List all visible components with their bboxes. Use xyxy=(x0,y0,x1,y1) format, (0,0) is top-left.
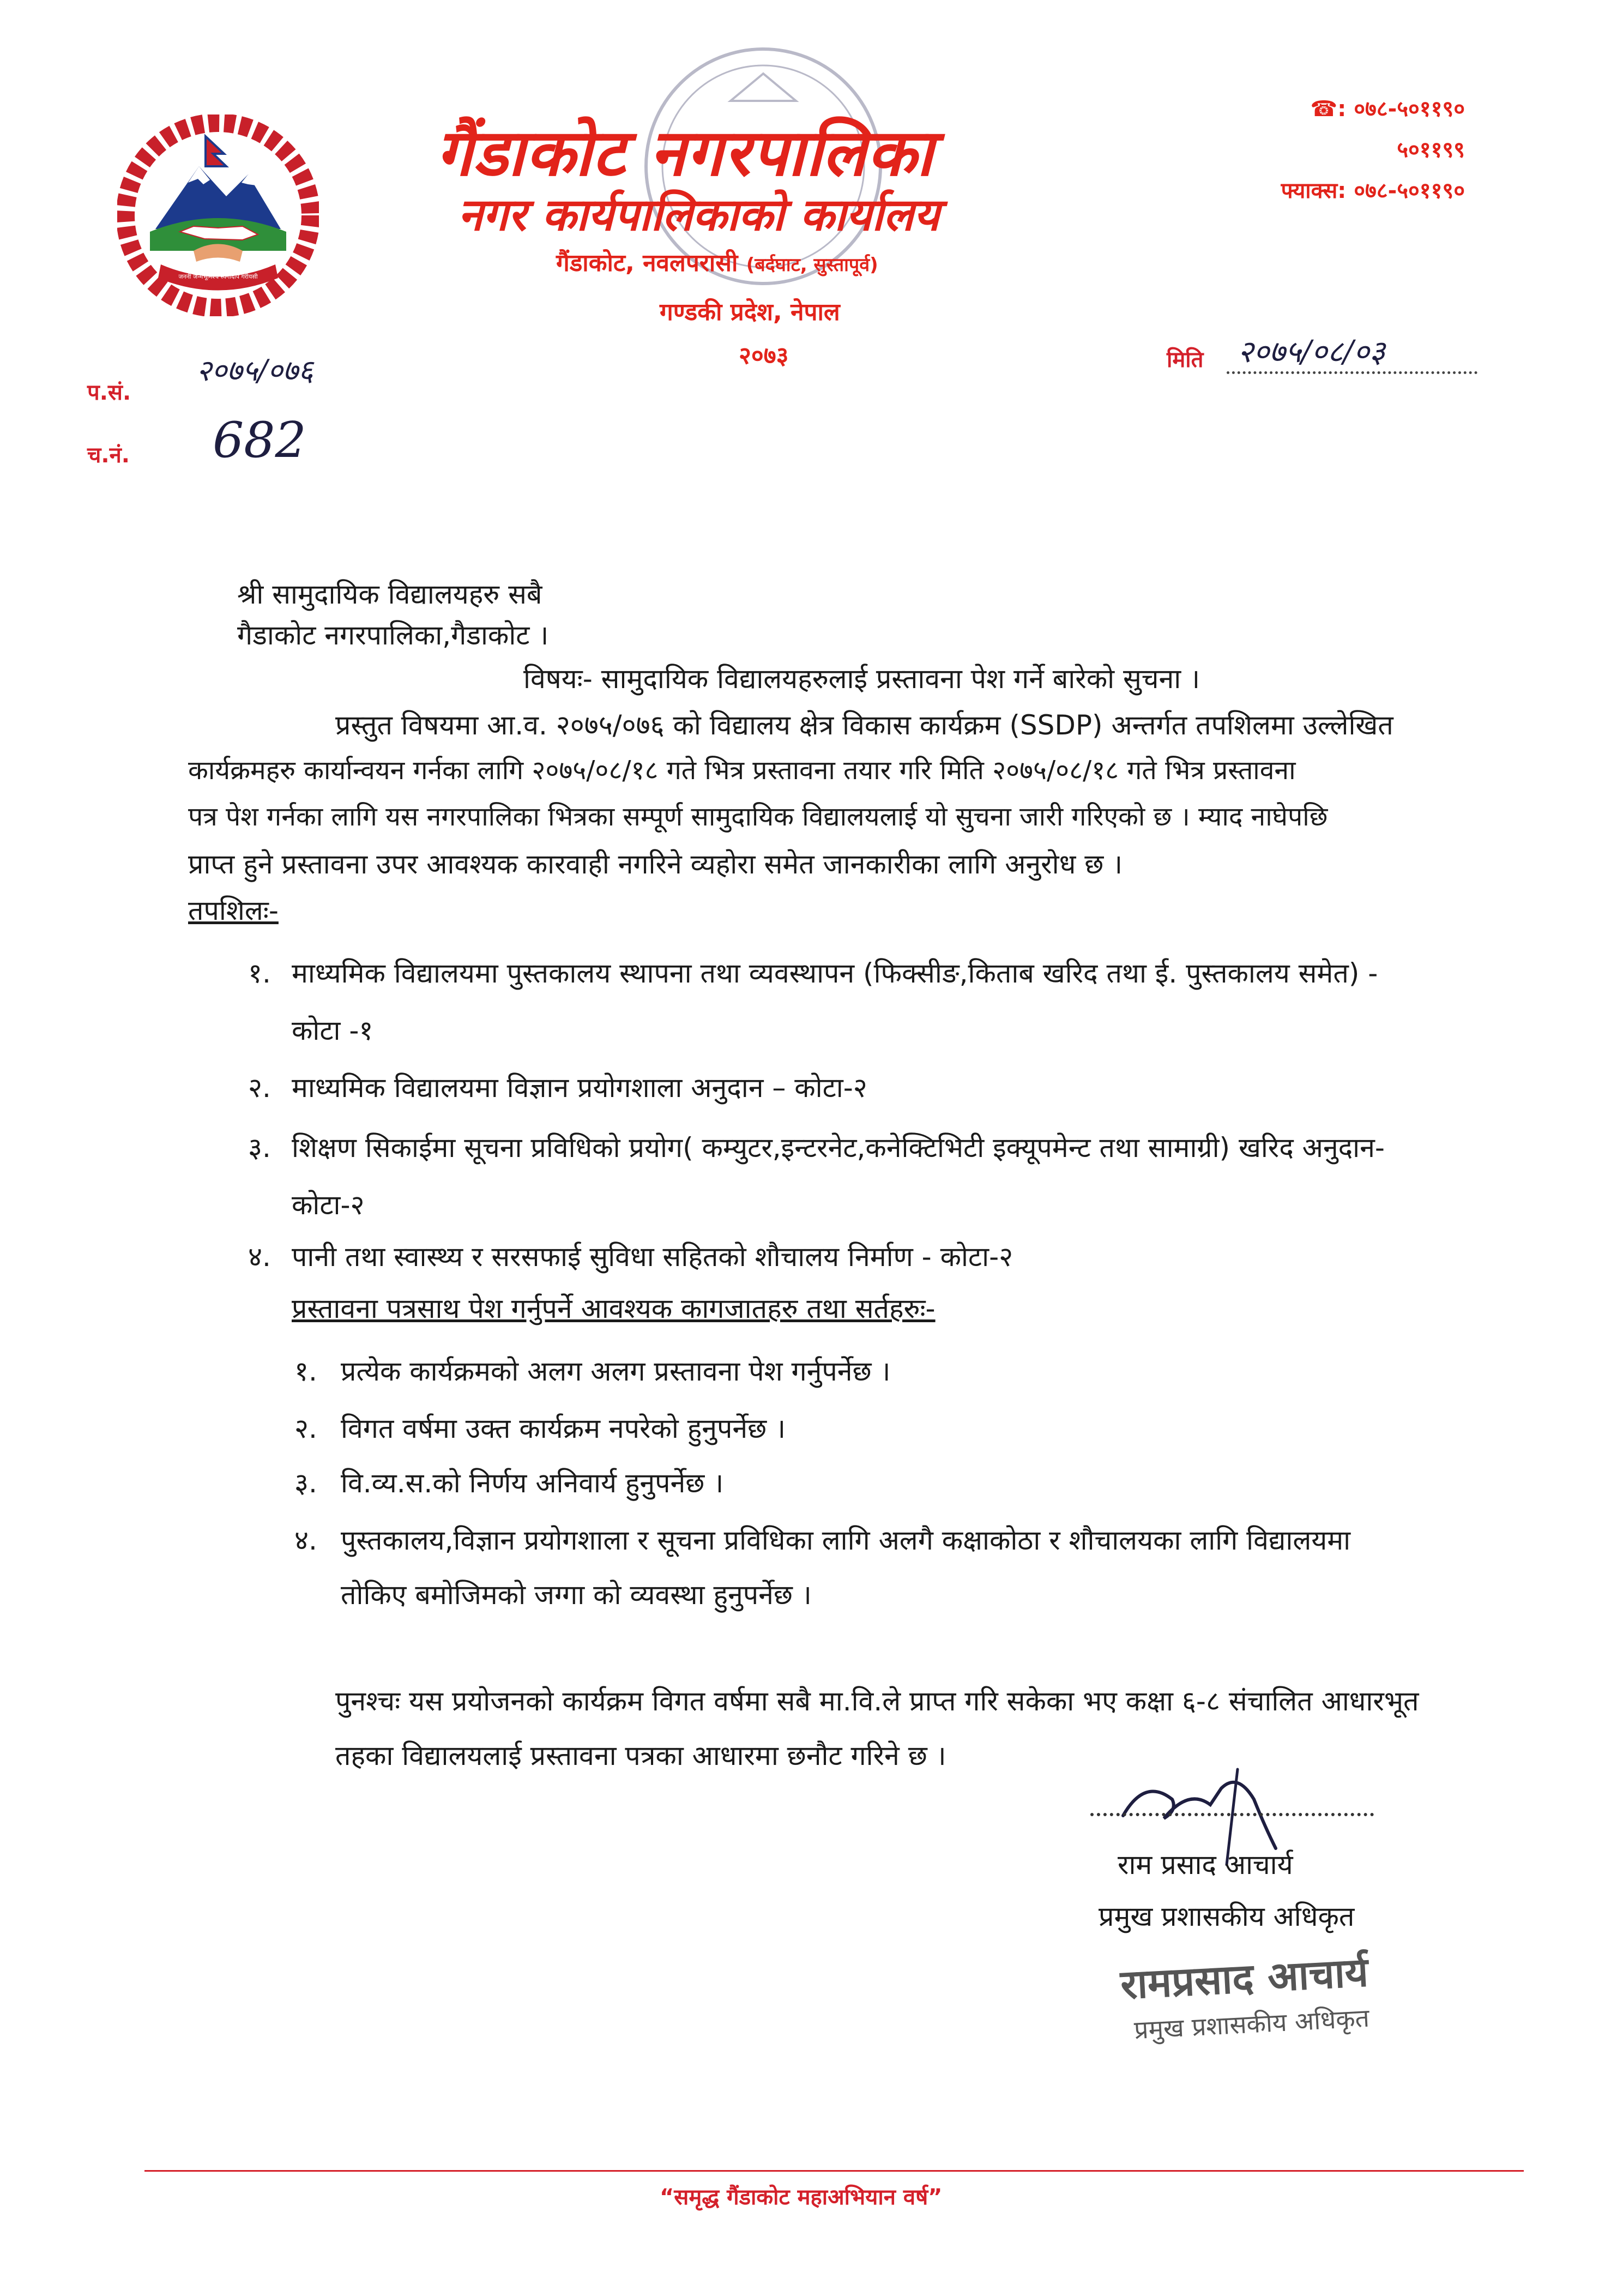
recipient-line-2: गैडाकोट नगरपालिका,गैडाकोट । xyxy=(237,619,549,651)
recipient-line-1: श्री सामुदायिक विद्यालयहरु सबै xyxy=(237,578,542,610)
details-heading: तपशिलः- xyxy=(188,895,279,926)
emblem-caption: जननी जन्मभूमिश्च स्वर्गादपि गरीयसी xyxy=(178,273,258,280)
body-line-4: प्राप्त हुने प्रस्तावना उपर आवश्यक कारवाही नगरिने व्यहोरा समेत जानकारीका लागि अनुरोध छ । xyxy=(188,848,1123,880)
condition-1-num: १. xyxy=(294,1355,317,1387)
detail-3-num: ३. xyxy=(248,1132,271,1164)
footer-divider xyxy=(144,2170,1524,2172)
condition-2-num: २. xyxy=(294,1413,317,1444)
condition-2-line-1: विगत वर्षमा उक्त कार्यक्रम नपरेको हुनुपर्नेछ । xyxy=(341,1413,786,1444)
phone-number-1: ०७८-५०११९० xyxy=(1354,97,1465,122)
body-line-1: प्रस्तुत विषयमा आ.व. २०७५/०७६ को विद्यालय क्षेत्र विकास कार्यक्रम (SSDP) अन्तर्गत तपशिलमा उल्लेखित xyxy=(335,709,1393,741)
detail-2-num: २. xyxy=(248,1072,271,1104)
detail-1-line-2: कोटा -१ xyxy=(292,1015,373,1046)
postscript-line-2: तहका विद्यालयलाई प्रस्तावना पत्रका आधारमा छनौट गरिने छ । xyxy=(335,1740,946,1771)
condition-1-line-1: प्रत्येक कार्यक्रमको अलग अलग प्रस्तावना पेश गर्नुपर्नेछ । xyxy=(341,1355,891,1387)
phone-line-1 xyxy=(1310,93,1465,123)
condition-4-line-2: तोकिए बमोजिमको जग्गा को व्यवस्था हुनुपर्नेछ । xyxy=(341,1579,812,1611)
date-field xyxy=(1227,330,1477,374)
signature-line xyxy=(1090,1813,1374,1816)
detail-3-line-2: कोटा-२ xyxy=(292,1189,365,1221)
footer-slogan: “समृद्ध गैंडाकोट महाअभियान वर्ष” xyxy=(660,2185,943,2210)
signatory-title: प्रमुख प्रशासकीय अधिकृत xyxy=(1099,1901,1355,1932)
body-line-2: कार्यक्रमहरु कार्यान्वयन गर्नका लागि २०७५/०८/१८ गते भित्र प्रस्तावना तयार गरि मिति २०७५/०८/१८ गते भित्र प्रस्तावना xyxy=(188,755,1296,786)
phone-icon: ☎: xyxy=(1310,97,1347,122)
title-stamp: प्रमुख प्रशासकीय अधिकृत xyxy=(1133,2003,1371,2045)
condition-3-num: ३. xyxy=(294,1467,317,1499)
date-value: २०७५/०८/०३ xyxy=(1238,334,1385,370)
signatory-name: राम प्रसाद आचार्य xyxy=(1118,1849,1293,1881)
address-note: (बर्दघाट, सुस्तापूर्व) xyxy=(746,254,878,276)
detail-1-line-1: माध्यमिक विद्यालयमा पुस्तकालय स्थापना तथा व्यवस्थापन (फिक्सीङ,किताब खरिद तथा ई. पुस्तकालय समेत) - xyxy=(292,957,1378,989)
condition-3-line-1: वि.व्य.स.को निर्णय अनिवार्य हुनुपर्नेछ । xyxy=(341,1467,724,1499)
emblem-logo xyxy=(117,115,319,316)
postscript-line-1: पुनश्चः यस प्रयोजनको कार्यक्रम विगत वर्षमा सबै मा.वि.ले प्राप्त गरि सकेका भए कक्षा ६-८ संचालित आधारभूत xyxy=(335,1685,1419,1717)
date-label: मिति xyxy=(1167,347,1204,372)
detail-4-num: ४. xyxy=(248,1241,271,1273)
address-text: गैंडाकोट, नवलपरासी xyxy=(556,249,738,277)
fax-number: ०७८-५०११९० xyxy=(1354,178,1465,203)
dispatch-label: च.नं. xyxy=(87,443,130,468)
detail-4-line-1: पानी तथा स्वास्थ्य र सरसफाई सुविधा सहितको शौचालय निर्माण - कोटा-२ xyxy=(292,1241,1013,1273)
detail-1-num: १. xyxy=(248,957,271,989)
ref-value: २०७५/०७६ xyxy=(196,353,313,388)
condition-4-num: ४. xyxy=(294,1524,317,1556)
phone-line-2: ५०११९९ xyxy=(1397,137,1465,162)
fax-label: फ्याक्स: xyxy=(1281,178,1347,203)
dispatch-value: 682 xyxy=(213,412,306,469)
detail-2-line-1: माध्यमिक विद्यालयमा विज्ञान प्रयोगशाला अनुदान – कोटा-२ xyxy=(292,1072,867,1104)
detail-3-line-1: शिक्षण सिकाईमा सूचना प्रविधिको प्रयोग( कम्युटर,इन्टरनेट,कनेक्टिभिटी इक्यूपमेन्ट तथा सामाग्री) खरिद अनुदान- xyxy=(292,1132,1385,1164)
office-name: गैंडाकोट नगरपालिका xyxy=(436,115,934,190)
established-year: २०७३ xyxy=(739,342,789,370)
body-line-3: पत्र पेश गर्नका लागि यस नगरपालिका भित्रका सम्पूर्ण सामुदायिक विद्यालयलाई यो सुचना जारी गरिएको छ । म्याद नाघेपछि xyxy=(188,802,1328,832)
fax-line xyxy=(1281,174,1465,204)
office-address xyxy=(556,245,878,278)
province-line: गण्डकी प्रदेश, नेपाल xyxy=(660,298,840,326)
subject-line: विषयः- सामुदायिक विद्यालयहरुलाई प्रस्तावना पेश गर्ने बारेको सुचना । xyxy=(523,663,1200,695)
conditions-heading: प्रस्तावना पत्रसाथ पेश गर्नुपर्ने आवश्यक कागजातहरु तथा सर्तहरुः- xyxy=(292,1293,936,1324)
ref-label: प.सं. xyxy=(87,380,131,405)
office-subtitle: नगर कार्यपालिकाको कार्यालय xyxy=(458,189,940,241)
condition-4-line-1: पुस्तकालय,विज्ञान प्रयोगशाला र सूचना प्रविधिका लागि अलगै कक्षाकोठा र शौचालयका लागि विद्यालयमा xyxy=(341,1524,1351,1556)
name-stamp: रामप्रसाद आचार्य xyxy=(1119,1949,1369,2009)
